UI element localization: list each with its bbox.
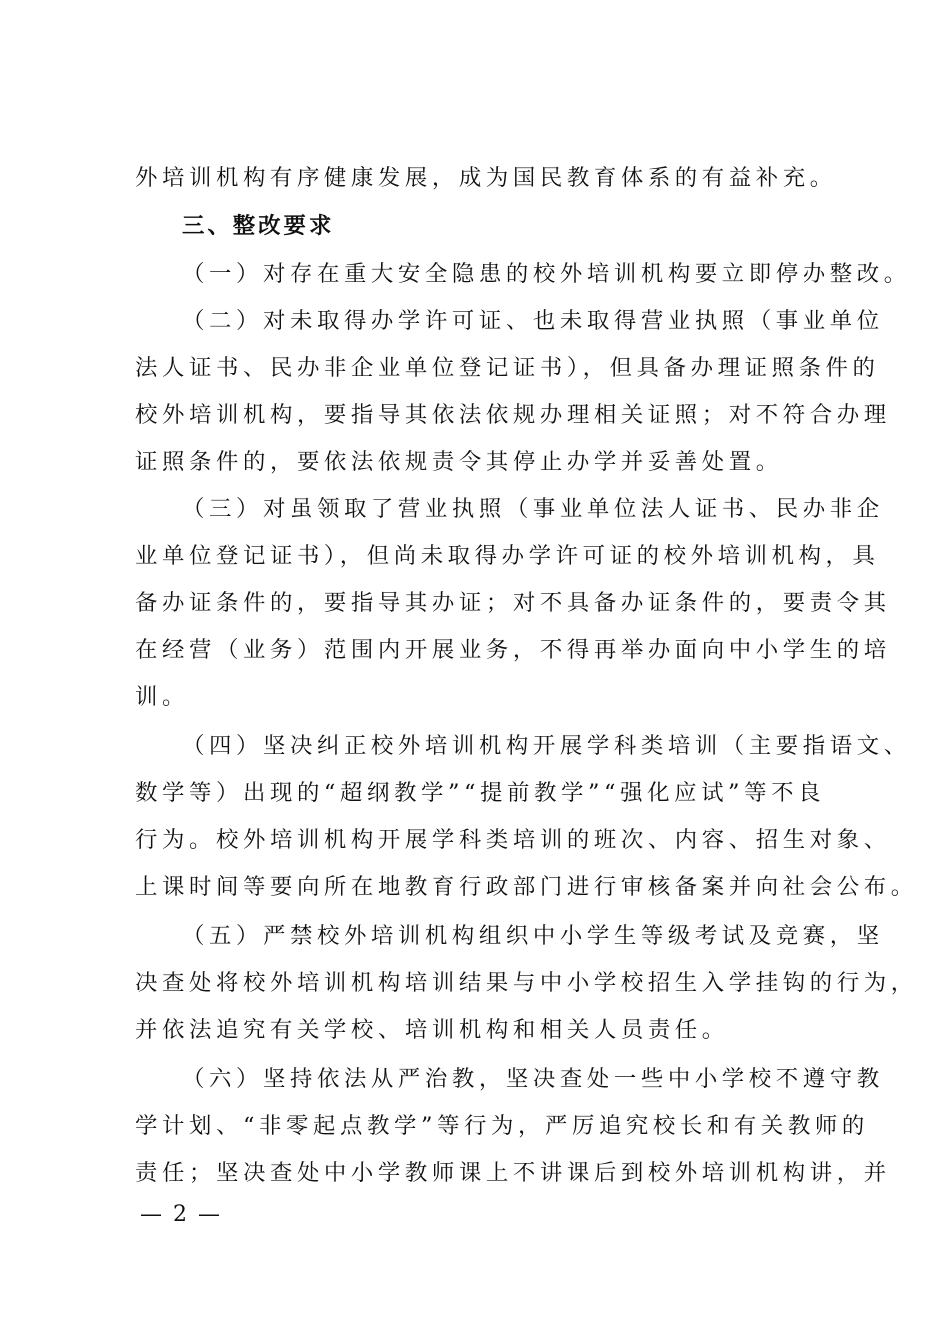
text-line: 备办证条件的，要指导其办证；对不具备办证条件的，要责令其: [135, 590, 891, 616]
text-line: 责任；坚决查处中小学教师课上不讲课后到校外培训机构讲，并: [135, 1160, 891, 1186]
text-line: 学计划、“非零起点教学”等行为，严厉追究校长和有关教师的: [135, 1113, 869, 1139]
text-line: （一）对存在重大安全隐患的校外培训机构要立即停办整改。: [182, 261, 911, 287]
text-line: 法人证书、民办非企业单位登记证书），但具备办理证照条件的: [135, 355, 880, 381]
text-line: 外培训机构有序健康发展，成为国民教育体系的有益补充。: [135, 165, 837, 191]
text-line: 决查处将校外培训机构培训结果与中小学校招生入学挂钩的行为，: [135, 970, 918, 996]
text-line: 上课时间等要向所在地教育行政部门进行审核备案并向社会公布。: [135, 874, 918, 900]
section-heading: 三、整改要求: [182, 213, 335, 239]
text-line: （四）坚决纠正校外培训机构开展学科类培训（主要指语文、: [182, 733, 911, 759]
text-line: 数学等）出现的“超纲教学”“提前教学”“强化应试”等不良: [135, 780, 826, 806]
text-line: 业单位登记证书），但尚未取得办学许可证的校外培训机构，具: [135, 543, 880, 569]
text-line: 在经营（业务）范围内开展业务，不得再举办面向中小学生的培: [135, 637, 891, 663]
text-line: （六）坚持依法从严治教，坚决查处一些中小学校不遵守教: [182, 1066, 884, 1092]
text-line: （五）严禁校外培训机构组织中小学生等级考试及竞赛，坚: [182, 923, 884, 949]
text-line: 并依法追究有关学校、培训机构和相关人员责任。: [135, 1017, 729, 1043]
text-line: （三）对虽领取了营业执照（事业单位法人证书、民办非企: [182, 496, 884, 522]
text-line: 行为。校外培训机构开展学科类培训的班次、内容、招生对象、: [135, 827, 891, 853]
text-line: 训。: [135, 684, 189, 710]
text-line: 校外培训机构，要指导其依法依规办理相关证照；对不符合办理: [135, 402, 891, 428]
text-line: 证照条件的，要依法依规责令其停止办学并妥善处置。: [135, 449, 783, 475]
page-number: — 2 —: [140, 1202, 222, 1227]
text-line: （二）对未取得办学许可证、也未取得营业执照（事业单位: [182, 308, 884, 334]
